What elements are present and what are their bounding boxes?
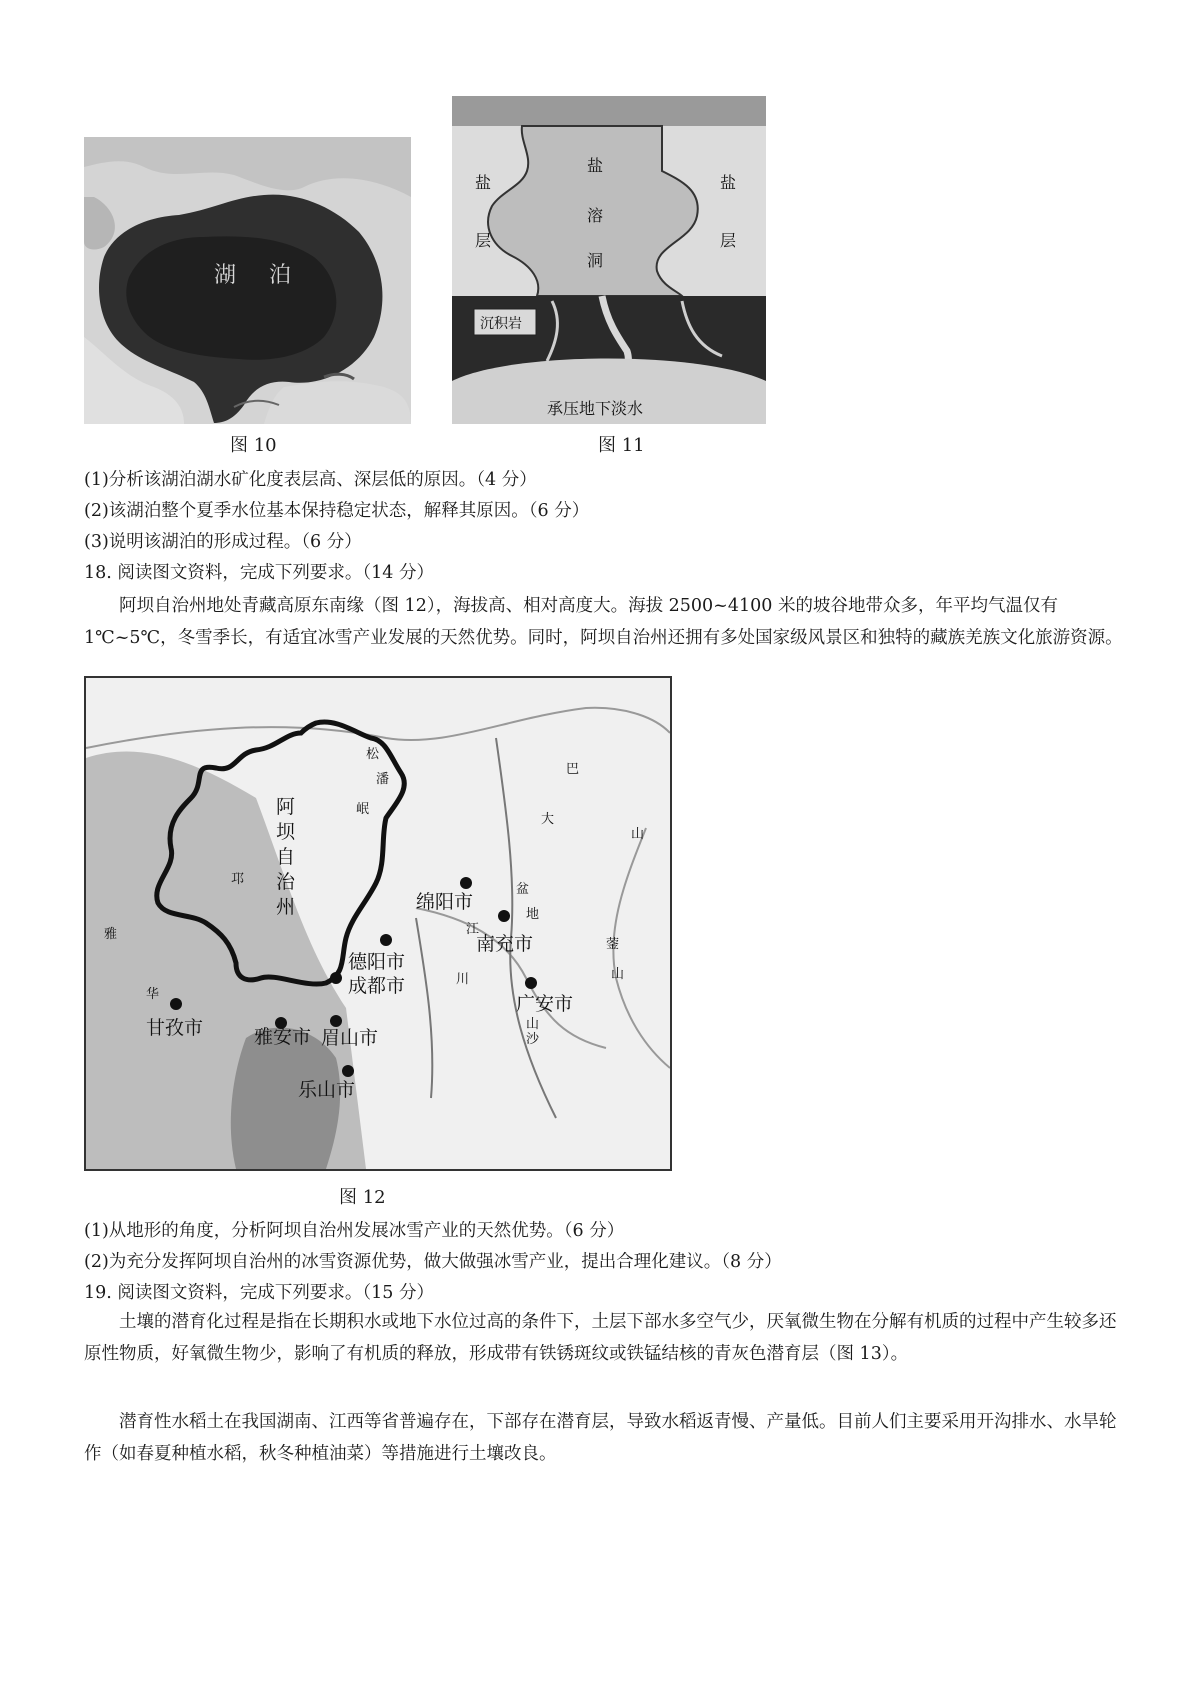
city-label: 绵阳市 [416,891,474,913]
svg-text:坝: 坝 [276,821,296,843]
q17-item-2: (2)该湖泊整个夏季水位基本保持稳定状态，解释其原因。（6 分） [84,501,590,521]
q17-item-3: (3)说明该湖泊的形成过程。（6 分） [84,532,362,552]
lake-label-1: 湖 [214,263,237,288]
sediment-label: 沉积岩 [480,316,522,332]
q19-paragraph-1: 土壤的潜育化过程是指在长期积水或地下水位过高的条件下，土层下部水多空气少，厌氧微生物在分解有机质的过程中产生较多还原性物质，好氧微生物少，影响了有机质的释放，形成带有铁锈斑纹或铁锰结核的青灰色潜育层（图 13）。 [84,1312,1117,1364]
lake-label-2: 泊 [269,263,292,288]
geo-label: 邛 [231,872,245,887]
svg-text:自: 自 [276,846,296,868]
q19-heading: 19. 阅读图文资料，完成下列要求。（15 分） [84,1283,434,1303]
city-label: 眉山市 [321,1027,379,1049]
city-label: 成都市 [348,975,406,997]
geo-label: 川 [456,972,470,987]
city-label: 南充市 [476,933,534,955]
geo-label: 盆 [516,882,530,897]
cave-label-2: 溶 [587,206,604,225]
geo-label: 雅 [104,927,118,942]
salt-right-label-1: 盐 [720,173,737,192]
svg-text:州: 州 [276,896,296,918]
city-label: 甘孜市 [146,1017,204,1039]
svg-text:阿: 阿 [276,796,296,818]
geo-label: 岷 [356,802,370,817]
salt-right-label-2: 层 [720,231,737,250]
geo-label: 沙 [526,1032,540,1047]
lake-photo-image [84,137,411,424]
geo-label: 地 [526,907,540,922]
groundwater-label: 承压地下淡水 [547,399,644,418]
geo-label: 潘 [376,772,390,787]
figure-11-salt-cave [452,96,766,424]
figure-12-map [84,676,672,1171]
geo-label: 蓥 [606,937,620,952]
q19-paragraph-2: 潜育性水稻土在我国湖南、江西等省普遍存在，下部存在潜育层，导致水稻返青慢、产量低。目前人们主要采用开沟排水、水旱轮作（如春夏种植水稻，秋冬种植油菜）等措施进行土壤改良。 [84,1412,1117,1464]
q18-item-2: (2)为充分发挥阿坝自治州的冰雪资源优势，做大做强冰雪产业，提出合理化建议。（8 分） [84,1252,782,1272]
geo-label: 松 [366,747,380,762]
geo-label: 山 [526,1017,540,1032]
region-label [276,796,296,918]
geo-label: 江 [466,922,480,937]
svg-text:治: 治 [276,871,296,893]
cave-label-1: 盐 [587,156,604,175]
figure-10-lake-photo [84,137,411,424]
figure-10-caption: 图 10 [230,435,277,456]
geo-label: 华 [146,987,160,1002]
q17-item-1: (1)分析该湖泊湖水矿化度表层高、深层低的原因。（4 分） [84,470,537,490]
geo-label: 巴 [566,762,580,777]
city-label: 德阳市 [348,951,406,973]
salt-left-label-1: 盐 [475,173,492,192]
geo-label: 大 [541,812,555,827]
geo-label: 山 [611,967,625,982]
q18-heading: 18. 阅读图文资料，完成下列要求。（14 分） [84,563,434,583]
salt-left-label-2: 层 [475,231,492,250]
figure-12-caption: 图 12 [339,1187,386,1208]
geo-label: 山 [631,827,645,842]
city-label: 广安市 [516,993,574,1015]
figure-11-caption: 图 11 [598,435,645,456]
q18-paragraph: 阿坝自治州地处青藏高原东南缘（图 12），海拔高、相对高度大。海拔 2500~4100 米的坡谷地带众多，年平均气温仅有 1℃~5℃，冬雪季长，有适宜冰雪产业发展的天然优势。同时，阿坝自治州还拥有多处国家级风景区和独特的藏族羌族文化旅游资源。 [84,596,1123,648]
aba-map [86,678,670,1169]
salt-cave-diagram [452,96,766,424]
city-label: 乐山市 [298,1079,356,1101]
city-label: 雅安市 [254,1026,312,1048]
cave-label-3: 洞 [587,251,604,270]
q18-item-1: (1)从地形的角度，分析阿坝自治州发展冰雪产业的天然优势。（6 分） [84,1221,625,1241]
